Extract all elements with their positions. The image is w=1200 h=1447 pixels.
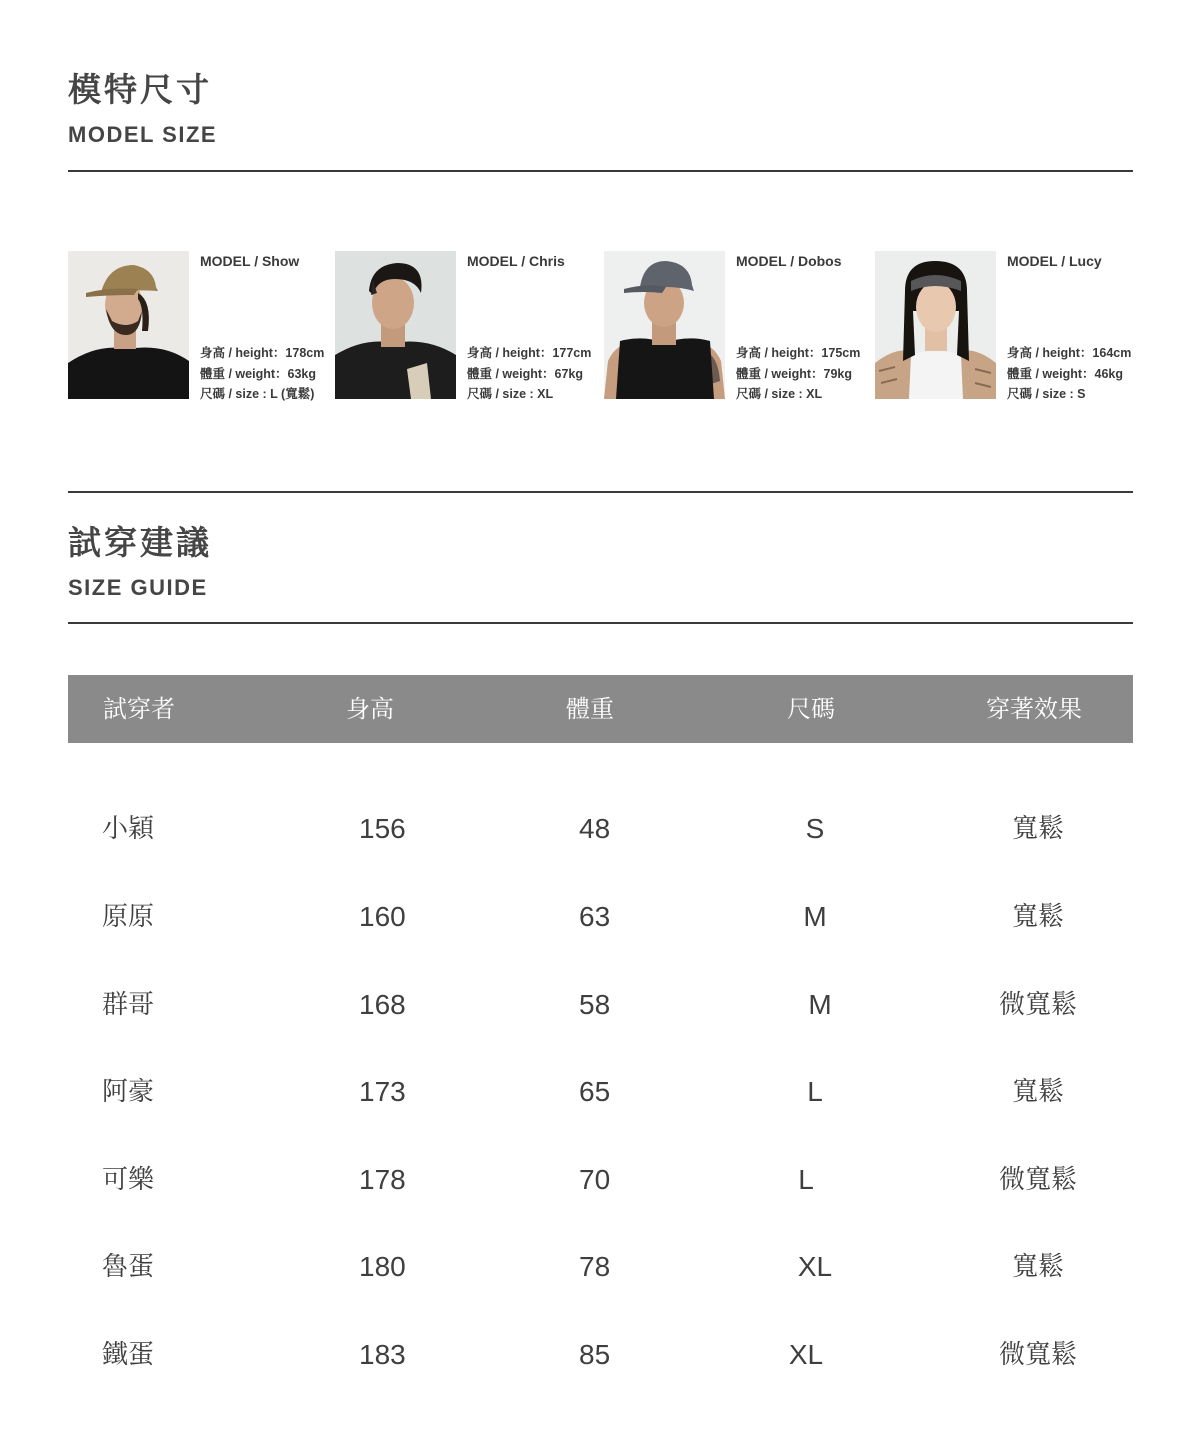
cell-tester: 原原: [102, 902, 155, 932]
model-stats: [736, 343, 860, 405]
cell-fit: 寬鬆: [1011, 1077, 1064, 1107]
model-height: 身高 / height：164cm: [1007, 346, 1132, 360]
model-size-heading: [68, 70, 217, 148]
cell-fit: 微寬鬆: [998, 1165, 1077, 1195]
cell-weight: 63: [579, 901, 611, 932]
table-row: [68, 1150, 1133, 1210]
cell-fit: 微寬鬆: [998, 1340, 1077, 1370]
model-stats: [200, 343, 324, 405]
cell-height: 168: [359, 989, 406, 1020]
header-weight: 體重: [566, 695, 614, 723]
cell-height: 160: [359, 901, 406, 932]
model-weight: 體重 / weight：63kg: [200, 366, 316, 381]
cell-weight: 48: [579, 813, 611, 844]
model-weight: 體重 / weight：46kg: [1007, 366, 1123, 381]
size-guide-title-en: SIZE GUIDE: [68, 575, 208, 600]
header-tester: 試穿者: [103, 695, 175, 723]
model-photo: [604, 251, 725, 399]
model-name: MODEL / Chris: [467, 253, 565, 269]
model-stats: [1007, 343, 1131, 405]
size-table-header: [68, 675, 1133, 743]
cell-weight: 85: [579, 1339, 611, 1370]
model-size: 尺碼 / size : XL: [467, 387, 554, 401]
cell-height: 178: [359, 1164, 406, 1195]
header-fit: 穿著效果: [986, 695, 1082, 723]
cell-fit: 微寬鬆: [998, 990, 1077, 1020]
cell-height: 156: [359, 813, 406, 844]
header-size: 尺碼: [787, 695, 835, 723]
divider: [68, 170, 1133, 172]
model-name: MODEL / Show: [200, 253, 300, 269]
model-size: 尺碼 / size : S: [1007, 387, 1086, 401]
cell-fit: 寬鬆: [1011, 902, 1064, 932]
cell-tester: 阿豪: [102, 1077, 155, 1107]
cell-height: 183: [359, 1339, 406, 1370]
model-weight: 體重 / weight：67kg: [467, 366, 583, 381]
cell-size: XL: [788, 1339, 824, 1370]
cell-fit: 寬鬆: [1011, 814, 1064, 844]
divider: [68, 491, 1133, 493]
cell-weight: 65: [579, 1076, 611, 1107]
divider: [68, 622, 1133, 624]
model-size: 尺碼 / size : XL: [736, 387, 823, 401]
size-guide-title-zh: 試穿建議: [68, 523, 212, 562]
cell-size: M: [803, 901, 827, 932]
model-size-title-zh: 模特尺寸: [68, 70, 212, 109]
header-height: 身高: [346, 695, 394, 723]
cell-size: L: [807, 1076, 823, 1107]
cell-size: M: [808, 989, 832, 1020]
table-row: [68, 1325, 1133, 1385]
table-row: [68, 887, 1133, 947]
cell-size: S: [805, 813, 825, 844]
cell-tester: 鐵蛋: [102, 1340, 155, 1370]
model-height: 身高 / height：177cm: [467, 346, 592, 360]
model-photo: [335, 251, 456, 399]
model-stats: [467, 343, 591, 405]
table-row: [68, 1237, 1133, 1297]
model-card-dobos: [604, 251, 870, 401]
model-height: 身高 / height：175cm: [736, 346, 861, 360]
cell-weight: 78: [579, 1251, 611, 1282]
cell-height: 180: [359, 1251, 406, 1282]
model-card-lucy: [875, 251, 1141, 401]
cell-tester: 魯蛋: [102, 1252, 155, 1282]
table-row: [68, 799, 1133, 859]
cell-height: 173: [359, 1076, 406, 1107]
table-row: [68, 1062, 1133, 1122]
model-name: MODEL / Lucy: [1007, 253, 1102, 269]
cell-tester: 群哥: [102, 990, 155, 1020]
cell-size: L: [798, 1164, 814, 1195]
model-size-title-en: MODEL SIZE: [68, 122, 218, 147]
cell-tester: 小穎: [102, 814, 155, 844]
model-name: MODEL / Dobos: [736, 253, 842, 269]
model-weight: 體重 / weight：79kg: [736, 366, 852, 381]
cell-size: XL: [797, 1251, 833, 1282]
cell-weight: 58: [579, 989, 611, 1020]
size-guide-heading: [68, 523, 212, 601]
model-card-show: [68, 251, 334, 401]
model-height: 身高 / height：178cm: [200, 346, 325, 360]
model-size: 尺碼 / size : L (寬鬆): [200, 387, 315, 401]
cell-weight: 70: [579, 1164, 611, 1195]
model-photo: [68, 251, 189, 399]
model-card-chris: [335, 251, 601, 401]
cell-fit: 寬鬆: [1011, 1252, 1064, 1282]
model-photo: [875, 251, 996, 399]
cell-tester: 可樂: [102, 1165, 155, 1195]
table-row: [68, 975, 1133, 1035]
